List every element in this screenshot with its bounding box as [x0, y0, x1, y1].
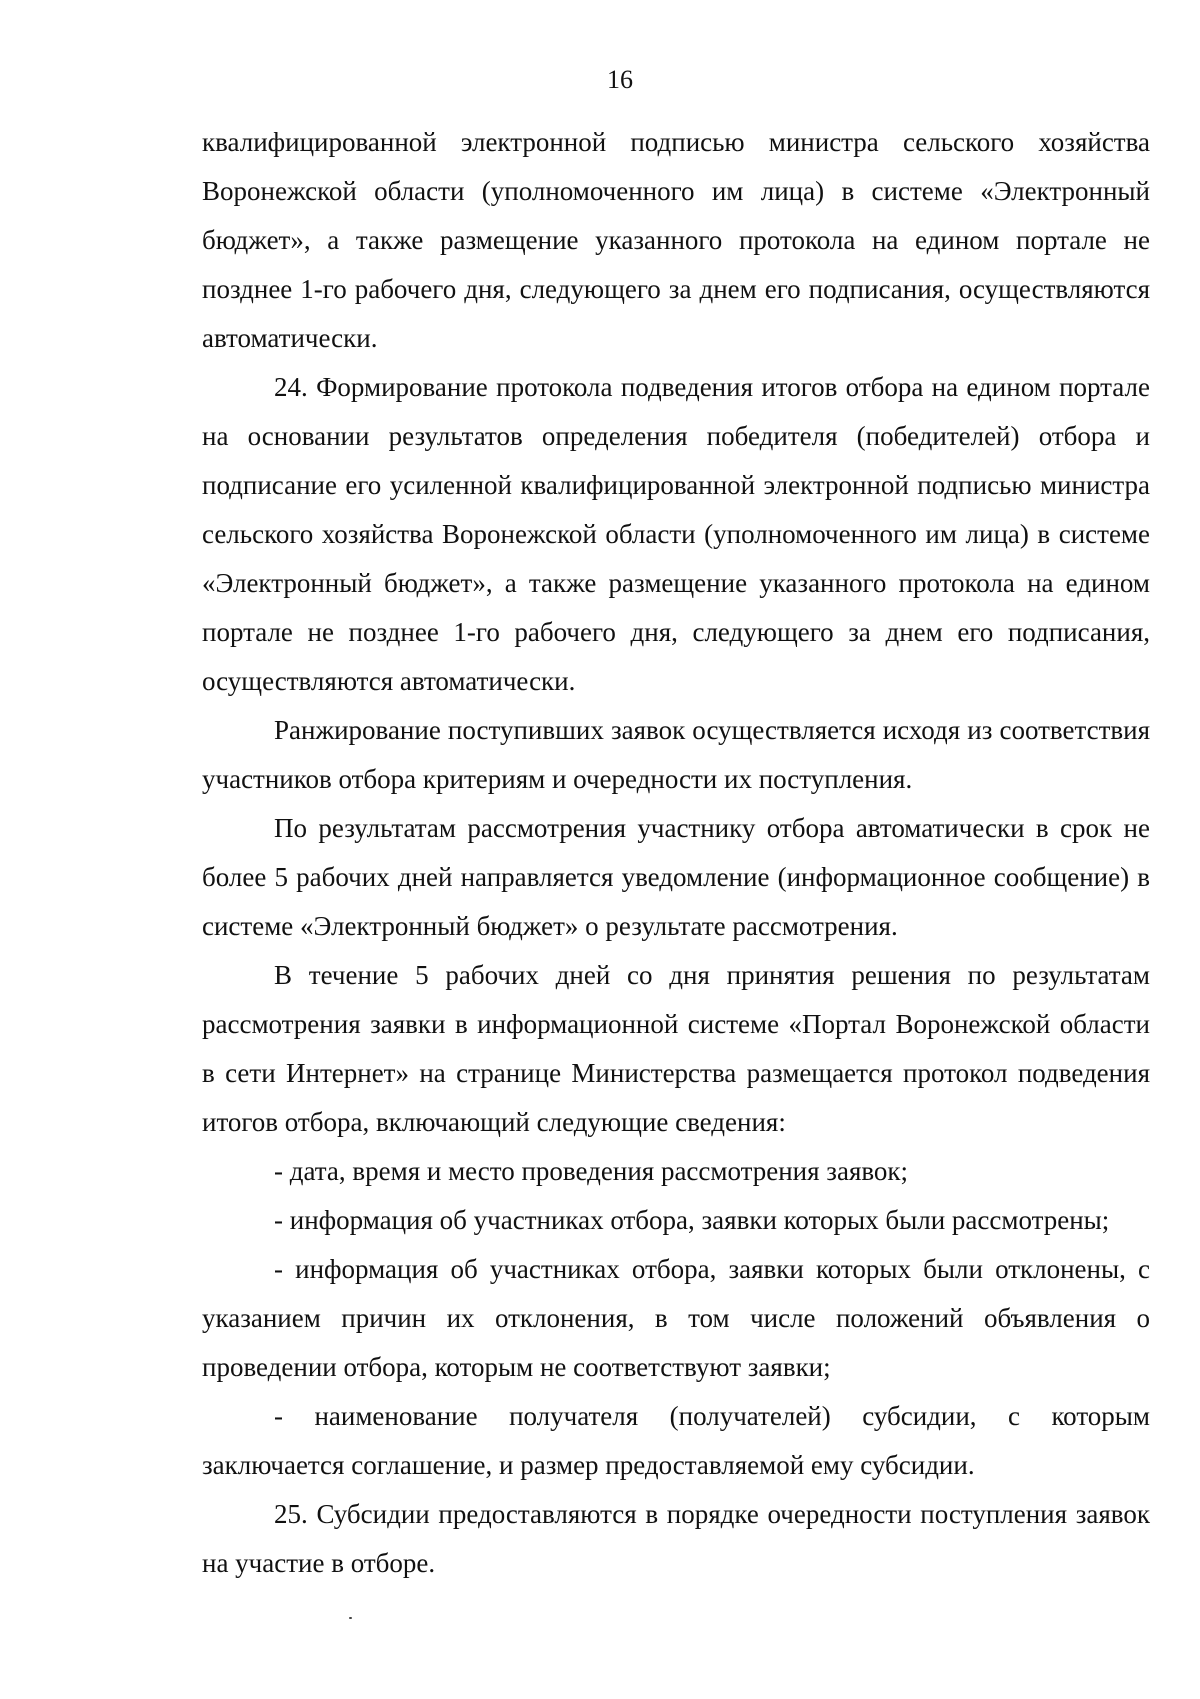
list-item-date-time-place: - дата, время и место проведения рассмотрения заявок;	[274, 1156, 909, 1186]
list-item-recipient-name: - наименование получателя (получателей) субсидии, с которым заключается соглашение, и размер предоставляемой ему субсидии.	[202, 1401, 1150, 1480]
list-item-rejected-participants: - информация об участниках отбора, заявки которых были отклонены, с указанием причин их отклонения, в том числе положений объявления о проведении отбора, которым не соответствуют заявки;	[202, 1254, 1150, 1382]
paragraph-item-24: 24. Формирование протокола подведения итогов отбора на едином портале на основании результатов определения победителя (победителей) отбора и подписание его усиленной квалифицированной электронной подписью министра сельского хозяйства Воронежской области (уполномоченного им лица) в системе «Электронный бюджет», а также размещение указанного протокола на едином портале не позднее 1-го рабочего дня, следующего за днем его подписания, осуществляются автоматически.	[202, 372, 1150, 696]
paragraph-notification: По результатам рассмотрения участнику отбора автоматически в срок не более 5 рабочих дней направляется уведомление (информационное сообщение) в системе «Электронный бюджет» о результате рассмотрения.	[202, 813, 1150, 941]
page-number: 16	[607, 65, 633, 94]
paragraph-item-25: 25. Субсидии предоставляются в порядке очередности поступления заявок на участие в отборе.	[202, 1499, 1150, 1578]
paragraph-protocol-publication: В течение 5 рабочих дней со дня принятия решения по результатам рассмотрения заявки в информационной системе «Портал Воронежской области в сети Интернет» на странице Министерства размещается протокол подведения итогов отбора, включающий следующие сведения:	[202, 960, 1150, 1137]
paragraph-continuation: квалифицированной электронной подписью министра сельского хозяйства Воронежской области (уполномоченного им лица) в системе «Электронный бюджет», а также размещение указанного протокола на едином портале не позднее 1-го рабочего дня, следующего за днем его подписания, осуществляются автоматически.	[202, 127, 1150, 353]
list-item-reviewed-participants: - информация об участниках отбора, заявки которых были рассмотрены;	[274, 1205, 1110, 1235]
document-body	[202, 118, 1150, 1588]
paragraph-ranking: Ранжирование поступивших заявок осуществляется исходя из соответствия участников отбора критериям и очередности их поступления.	[202, 715, 1150, 794]
scan-speck	[349, 1617, 352, 1619]
